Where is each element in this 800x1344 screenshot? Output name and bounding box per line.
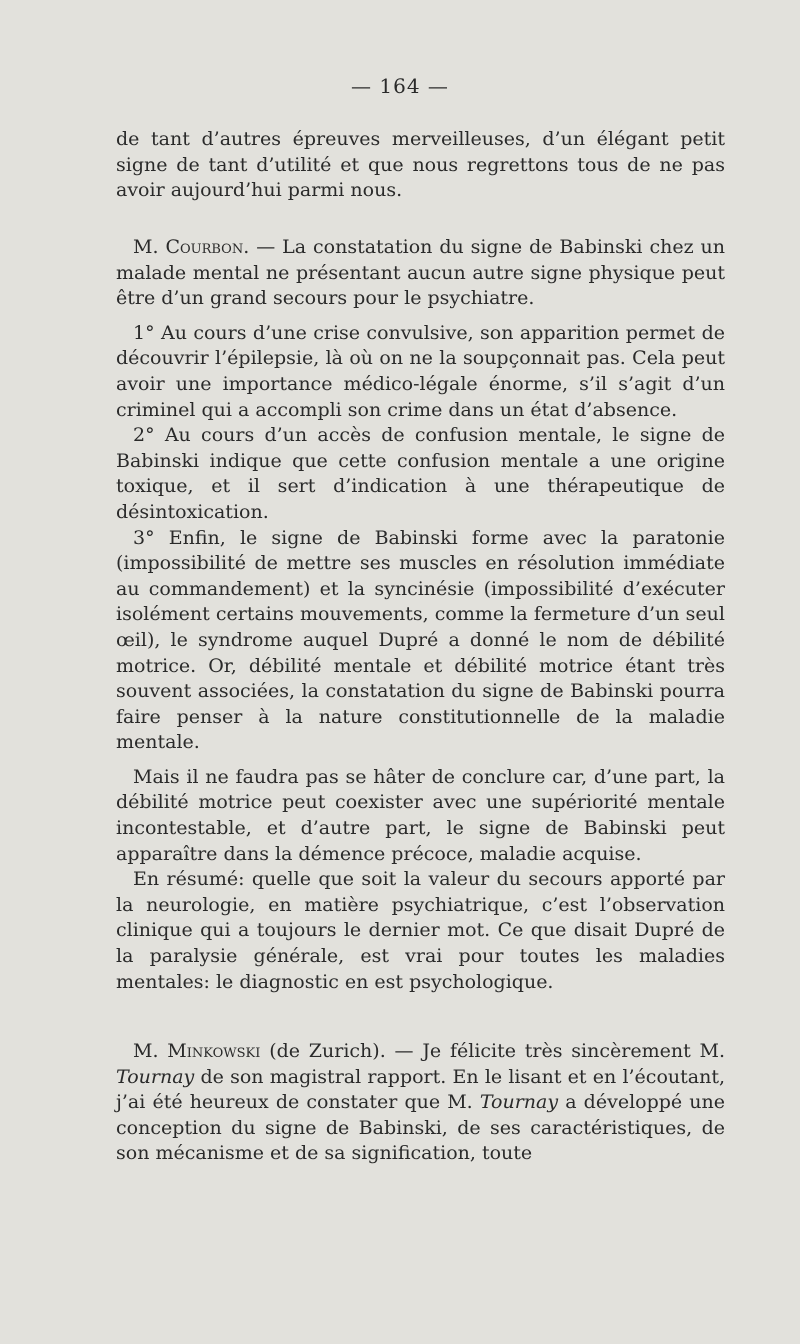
- courbon-lead-text: . — La constatation du signe de Babinski chez un malade mental ne présentant aucun autre signe physique peut être d’un grand secours pour le psychiatre.: [116, 236, 725, 310]
- minkowski-paragraph: [116, 1039, 725, 1167]
- reference-tournay: Tournay: [116, 1065, 195, 1088]
- caveat-paragraph: Mais il ne faudra pas se hâter de conclure car, d’une part, la débilité motrice peut coexister avec une supériorité mentale incontestable, et d’autre part, le signe de Babinski peut apparaître dans la démence précoce, maladie acquise.: [116, 765, 725, 865]
- speaker-name-courbon: Courbon: [165, 236, 244, 258]
- page-number: — 164 —: [351, 74, 449, 98]
- courbon-lead-paragraph: [116, 235, 725, 312]
- continuation-paragraph: de tant d’autres épreuves merveilleuses, d’un élégant petit signe de tant d’utilité et que nous regrettons tous de ne pas avoir aujourd’hui parmi nous.: [116, 128, 725, 202]
- speaker-prefix: M.: [133, 236, 159, 258]
- speaker-name-minkowski: Minkowski: [167, 1040, 261, 1062]
- point-3-paragraph: 3° Enfin, le signe de Babinski forme avec la paratonie (impossibilité de mettre ses muscles en résolution immédiate au commandement) et la syncinésie (impossibilité d’exécuter isolément certains mouvements, comme la fermeture d’un seul œil), le syndrome auquel Dupré a donné le nom de débilité motrice. Or, débilité mentale et débilité motrice étant très souvent associées, la constatation du signe de Babinski pourra faire penser à la nature constitutionnelle de la maladie mentale.: [116, 526, 725, 754]
- minkowski-text-2: de son magistral rapport. En le lisant et en l’écoutant, j’ai été heureux de constater que M.: [116, 1065, 725, 1114]
- minkowski-text-3: a développé une conception du signe de Babinski, de ses caractéristiques, de son mécanisme et de sa signification, toute: [116, 1091, 725, 1165]
- minkowski-text-1: (de Zurich). — Je félicite très sincèrement M.: [260, 1040, 725, 1062]
- speaker-prefix: M.: [133, 1040, 159, 1062]
- summary-paragraph: En résumé: quelle que soit la valeur du secours apporté par la neurologie, en matière psychiatrique, c’est l’observation clinique qui a toujours le dernier mot. Ce que disait Dupré de la paralysie générale, est vrai pour toutes les maladies mentales: le diagnostic en est psychologique.: [116, 868, 725, 993]
- point-2-paragraph: 2° Au cours d’un accès de confusion mentale, le signe de Babinski indique que cette confusion mentale a une origine toxique, et il sert d’indication à une thérapeutique de désintoxication.: [116, 424, 725, 523]
- reference-tournay: Tournay: [479, 1091, 559, 1114]
- minkowski-intervention: [116, 1039, 725, 1167]
- courbon-intervention: [116, 235, 725, 995]
- continuation-block: [116, 127, 725, 204]
- point-1-paragraph: 1° Au cours d’une crise convulsive, son apparition permet de découvrir l’épilepsie, là où on ne la soupçonnait pas. Cela peut avoir une importance médico-légale énorme, s’il s’agit d’un criminel qui a accompli son crime dans un état d’absence.: [116, 321, 725, 421]
